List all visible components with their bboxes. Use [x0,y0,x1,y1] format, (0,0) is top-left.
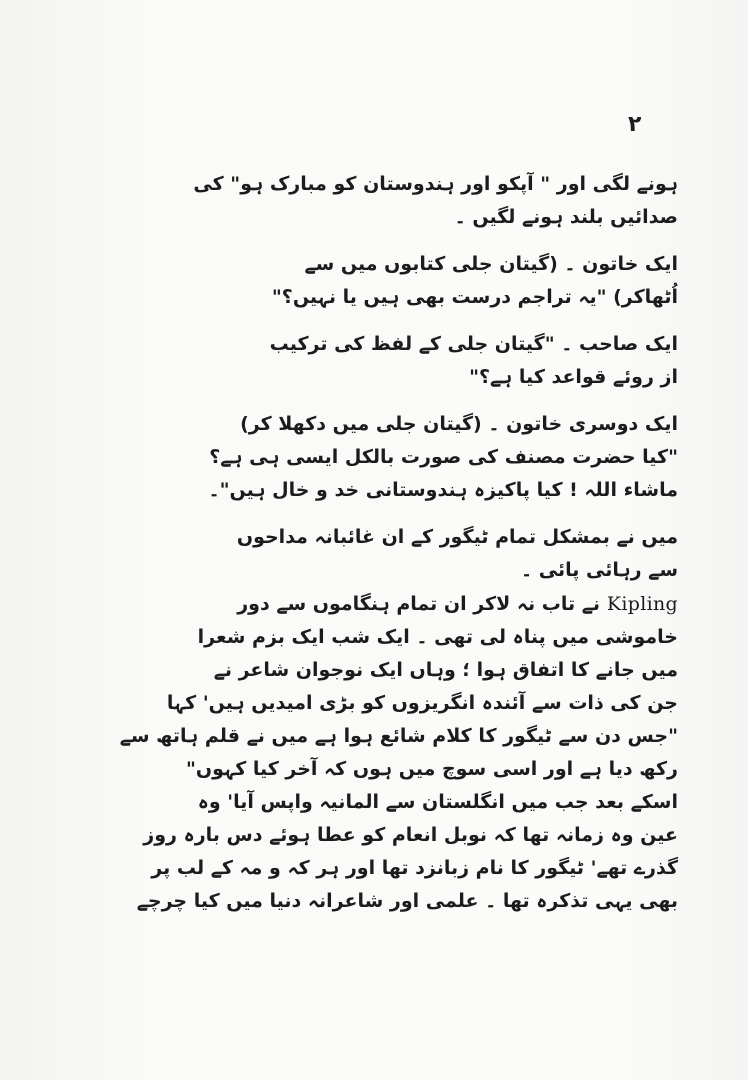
paragraph [158,521,678,587]
text-line: ہونے لگی اور " آپکو اور ہندوستان کو مبارک ہو" کی [193,173,678,195]
text-line [158,588,678,621]
text-line: ماشاء اللہ ! کیا پاکیزہ ہندوستانی خد و خال ہیں"۔ [208,479,678,501]
text-line: ایک صاحب ۔ "گیتان جلی کے لفظ کی ترکیب [269,333,678,355]
text-line: از روئے قواعد کیا ہے؟" [469,366,678,388]
bottom-text-block [119,588,678,932]
paragraph [158,408,678,507]
text-line: خاموشی میں پناہ لی تھی ۔ ایک شب ایک بزم شعرا [197,626,678,648]
text-line: عین وہ زمانہ تھا کہ نوبل انعام کو عطا ہوئے دس بارہ روز [143,824,678,846]
text-line: میں جانے کا اتفاق ہوا ؛ وہاں ایک نوجوان شاعر نے [213,659,678,681]
text-line: اسکے بعد جب میں انگلستان سے المانیہ واپس آیا' وہ [197,791,678,813]
text-line: ایک دوسری خاتون ۔ (گیتان جلی میں دکھلا کر) [240,413,678,435]
text-line: صدائیں بلند ہونے لگیں ۔ [454,206,678,228]
paragraph [158,248,678,314]
page-number: ۲ [628,112,642,137]
text-line: بھی یہی تذکرہ تھا ۔ علمی اور شاعرانہ دنیا میں کیا چرچے [136,890,678,912]
text-line: اُٹھاکر) "یہ تراجم درست بھی ہیں یا نہیں؟" [271,286,678,308]
text-line: جن کی ذات سے آئندہ انگریزوں کو بڑی امیدیں ہیں' کہا [166,692,678,714]
paragraph [158,168,678,234]
text-line: ایک خاتون ۔ (گیتان جلی کتابوں میں سے [304,253,678,275]
top-text-block [158,168,678,601]
text-line: "جس دن سے ٹیگور کا کلام شائع ہوا ہے میں نے قلم ہاتھ سے [119,725,678,747]
text-line: رکھ دیا ہے اور اسی سوچ میں ہوں کہ آخر کیا کہوں" [186,758,678,780]
text-fragment: نے تاب نہ لاکر ان تمام ہنگاموں سے دور [237,593,600,615]
paragraph [158,328,678,394]
paragraph [119,588,678,918]
text-line: گذرے تھے' ٹیگور کا نام زبانزد تھا اور ہر کہ و مہ کے لب پر [151,857,678,879]
text-line: "کیا حضرت مصنف کی صورت بالکل ایسی ہی ہے؟ [209,446,678,468]
text-line: میں نے بمشکل تمام ٹیگور کے ان غائبانہ مداحوں [236,526,678,548]
text-line: سے رہائی پائی ۔ [521,559,678,581]
kipling-word: Kipling [606,593,678,615]
